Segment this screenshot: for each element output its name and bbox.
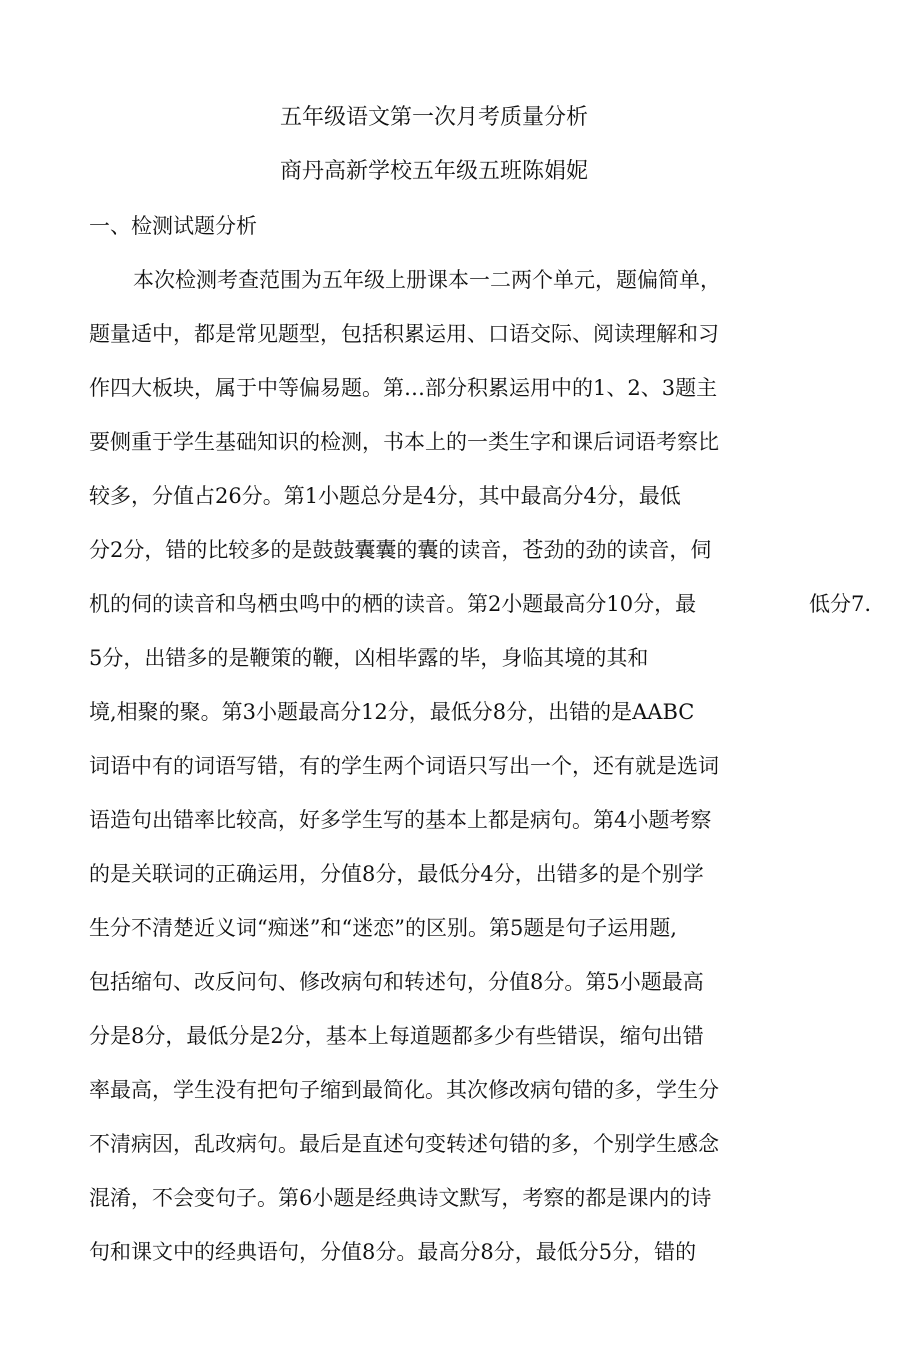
- document-title: 五年级语文第一次月考质量分析: [279, 105, 588, 130]
- paragraph-line: 要侧重于学生基础知识的检测，书本上的一类生字和课后词语考察比: [89, 430, 719, 454]
- paragraph-line: 混淆，不会变句子。第6小题是经典诗文默写，考察的都是课内的诗: [89, 1186, 712, 1210]
- paragraph-line: 包括缩句、改反问句、修改病句和转述句，分值8分。第5小题最高: [89, 970, 704, 994]
- paragraph-line: 率最高，学生没有把句子缩到最简化。其次修改病句错的多，学生分: [89, 1078, 719, 1102]
- paragraph-line-fragment: 低分7.: [809, 592, 872, 616]
- paragraph-line: 词语中有的词语写错，有的学生两个词语只写出一个，还有就是选词: [89, 754, 719, 778]
- paragraph-line: 境,相聚的聚。第3小题最高分12分，最低分8分，出错的是AABC: [89, 700, 695, 724]
- paragraph-line: 分2分，错的比较多的是鼓鼓囊囊的囊的读音，苍劲的劲的读音，伺: [89, 538, 712, 562]
- paragraph-line: 句和课文中的经典语句，分值8分。最高分8分，最低分5分，错的: [89, 1240, 697, 1264]
- paragraph-line: 较多，分值占26分。第1小题总分是4分，其中最高分4分，最低: [89, 484, 681, 508]
- paragraph-line: 本次检测考查范围为五年级上册课本一二两个单元，题偏简单，: [133, 268, 721, 292]
- section-heading: 一、检测试题分析: [89, 214, 257, 238]
- paragraph-line: 作四大板块，属于中等偏易题。第…部分积累运用中的1、2、3题主: [89, 376, 718, 400]
- paragraph-line: 5分，出错多的是鞭策的鞭，凶相毕露的毕，身临其境的其和: [89, 646, 649, 670]
- paragraph-line: 机的伺的读音和鸟栖虫鸣中的栖的读音。第2小题最高分10分，最: [89, 592, 697, 616]
- paragraph-line: 不清病因，乱改病句。最后是直述句变转述句错的多，个别学生感念: [89, 1132, 719, 1156]
- paragraph-line: 语造句出错率比较高，好多学生写的基本上都是病句。第4小题考察: [89, 808, 712, 832]
- paragraph-line: 的是关联词的正确运用，分值8分，最低分4分，出错多的是个别学: [89, 862, 704, 886]
- document-subtitle: 商丹高新学校五年级五班陈娟妮: [279, 159, 588, 184]
- paragraph-line: 题量适中，都是常见题型，包括积累运用、口语交际、阅读理解和习: [89, 322, 719, 346]
- paragraph-line: 生分不清楚近义词“痴迷”和“迷恋”的区别。第5题是句子运用题,: [89, 916, 677, 940]
- paragraph-line: 分是8分，最低分是2分，基本上每道题都多少有些错误，缩句出错: [89, 1024, 704, 1048]
